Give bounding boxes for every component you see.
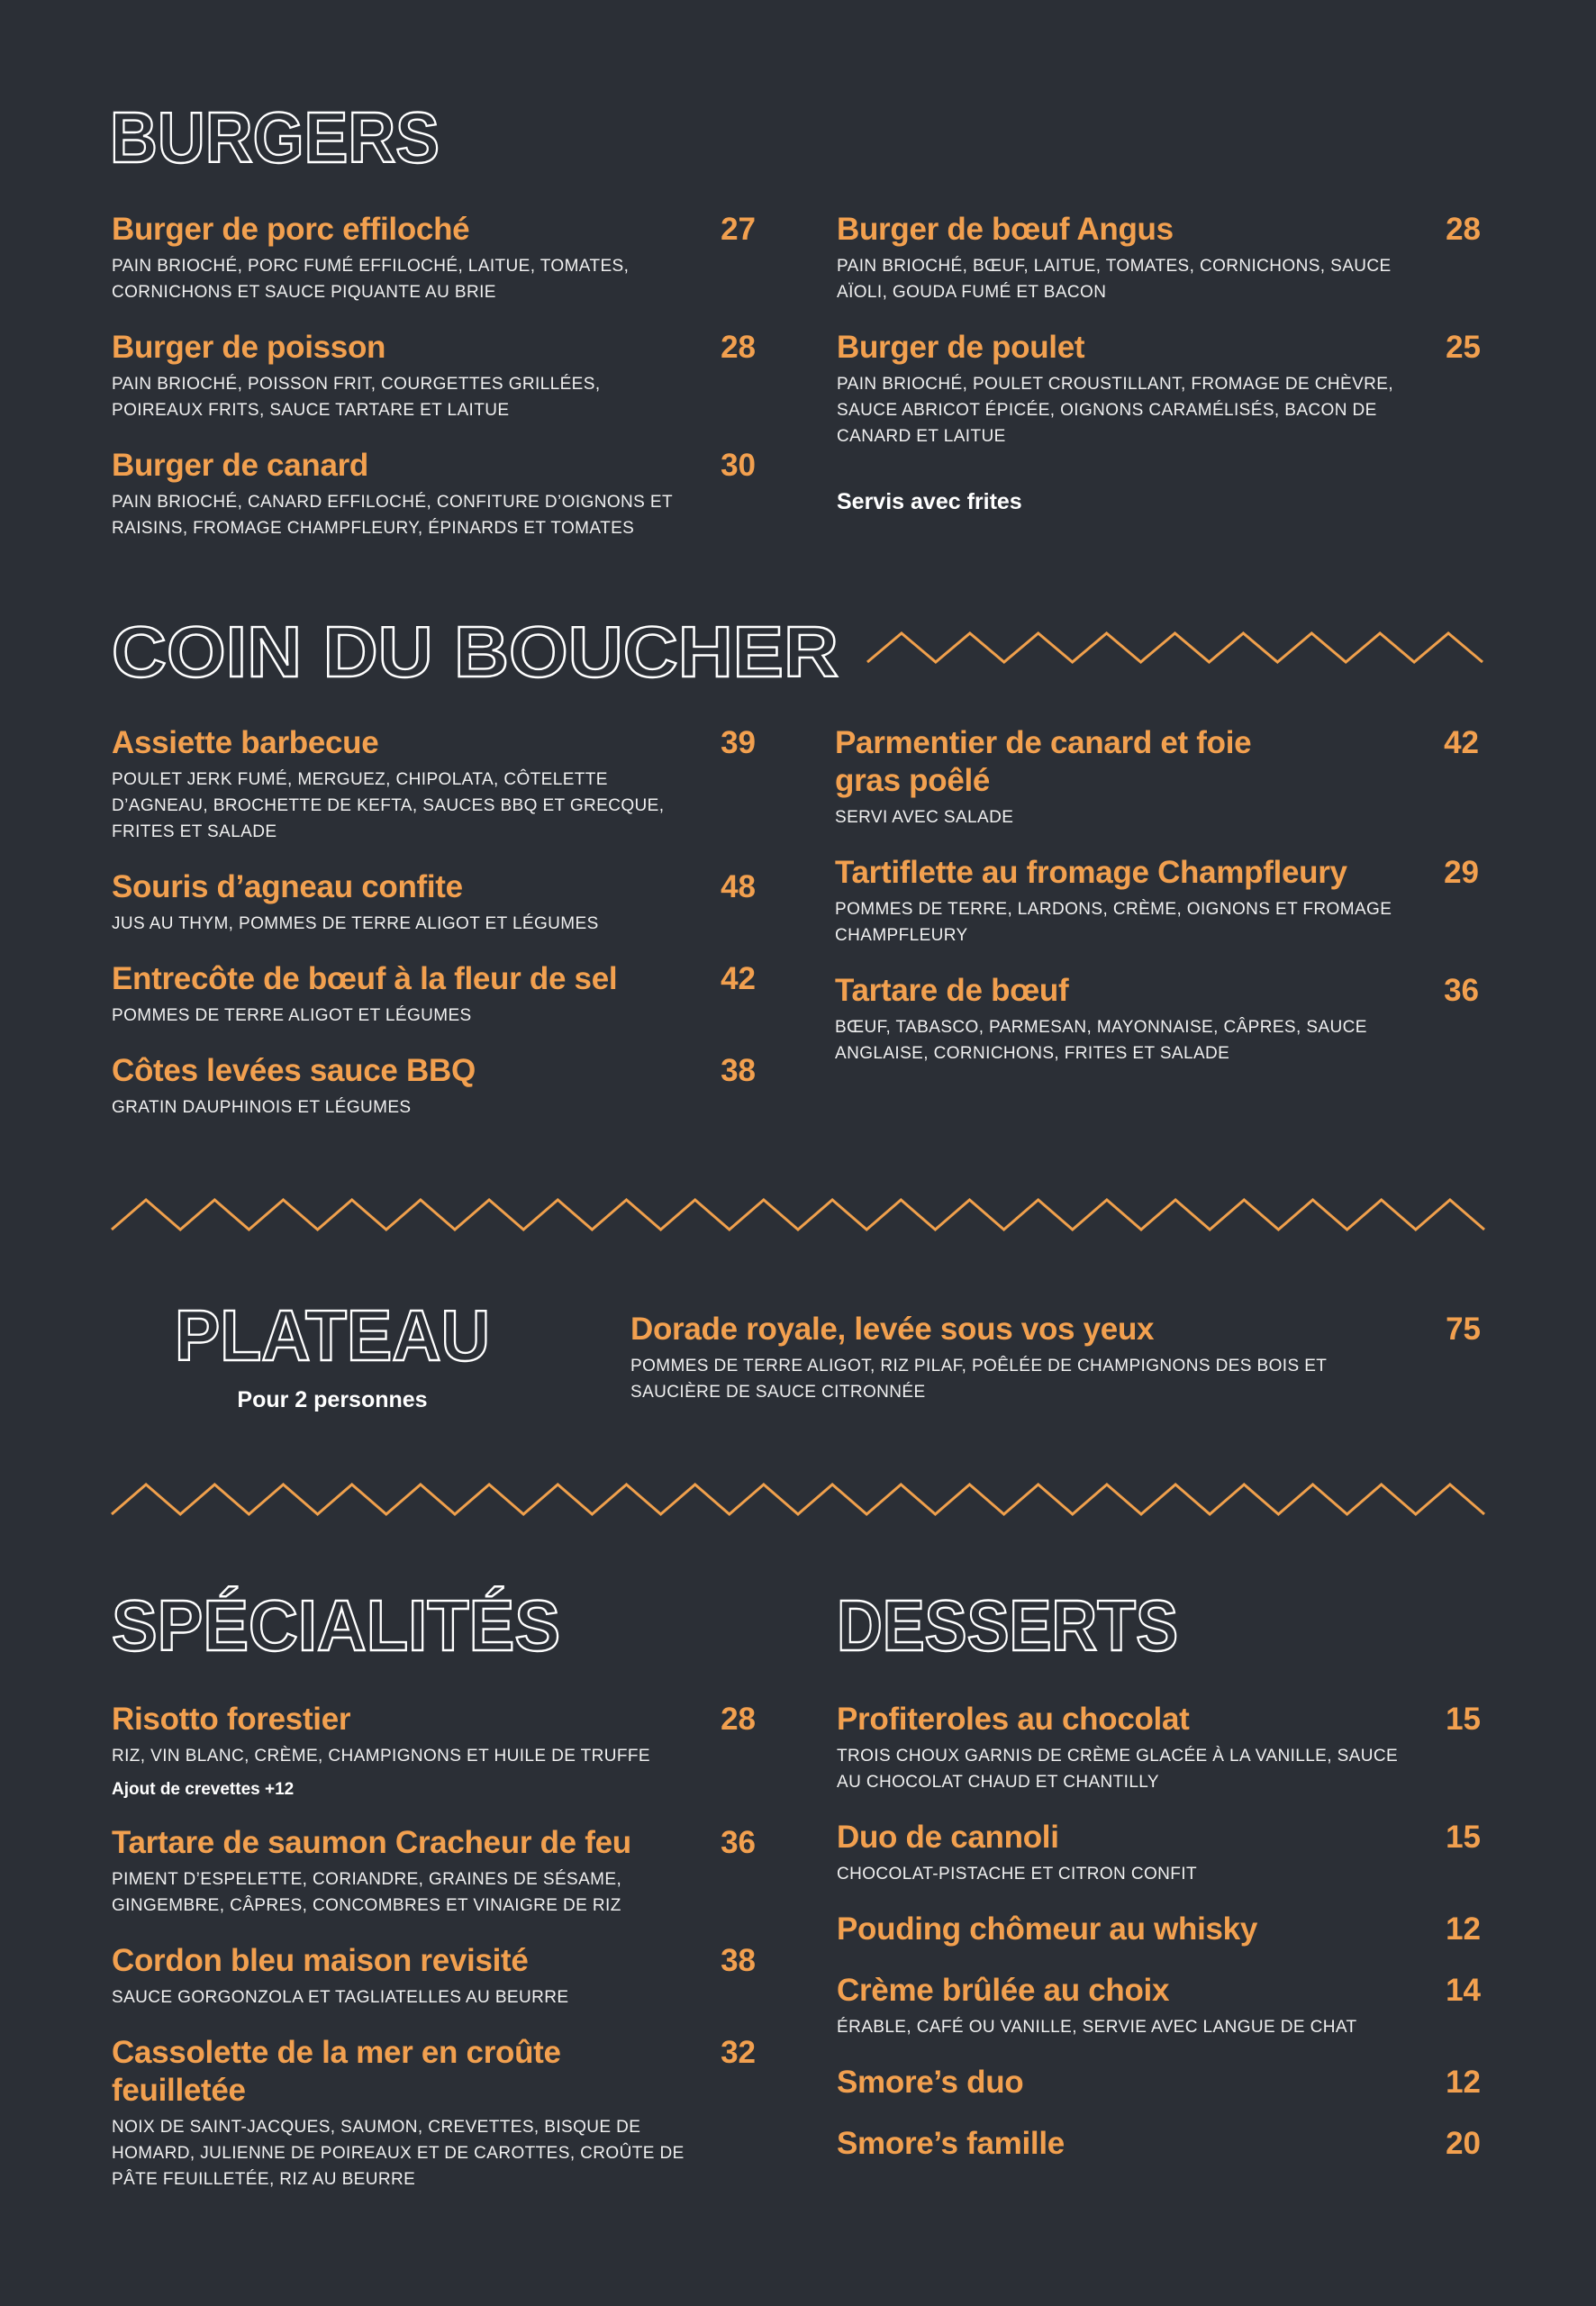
item-description-line: PÂTE FEUILLETÉE, RIZ AU BEURRE (112, 2170, 416, 2189)
menu-item (112, 447, 756, 541)
item-name-line: Cordon bleu maison revisité (112, 1943, 529, 1978)
item-description-line: FRITES ET SALADE (112, 822, 277, 841)
item-description (112, 1743, 675, 1769)
item-name-line: Entrecôte de bœuf à la fleur de sel (112, 961, 618, 996)
item-description-line: POMMES DE TERRE ALIGOT ET LÉGUMES (112, 1006, 472, 1025)
menu-item (112, 1942, 756, 2011)
item-name-line: Parmentier de canard et foie (835, 725, 1252, 760)
plateau-subtitle: Pour 2 personnes (237, 1387, 428, 1412)
item-price: 36 (1444, 973, 1479, 1008)
item-description-line: POMMES DE TERRE, LARDONS, CRÈME, OIGNONS ET FROMAGE (835, 900, 1392, 919)
menu-item (835, 724, 1479, 831)
item-name-line: Burger de bœuf Angus (837, 212, 1174, 247)
item-name (112, 2034, 675, 2110)
item-description-line: RAISINS, FROMAGE CHAMPFLEURY, ÉPINARDS ET TOMATES (112, 519, 635, 538)
item-description (112, 767, 675, 845)
specialites-column (112, 1701, 756, 2216)
menu-item (112, 211, 756, 305)
burgers-right-column (837, 211, 1481, 473)
item-name (112, 1824, 675, 1862)
item-name-line: Tartare de saumon Cracheur de feu (112, 1825, 631, 1860)
item-description (837, 1743, 1400, 1795)
item-price: 32 (721, 2035, 756, 2070)
item-name-line: Souris d’agneau confite (112, 869, 463, 904)
item-description-line: ÉRABLE, CAFÉ OU VANILLE, SERVIE AVEC LANGUE DE CHAT (837, 2018, 1357, 2037)
item-price: 36 (721, 1825, 756, 1860)
item-description-line: PAIN BRIOCHÉ, POULET CROUSTILLANT, FROMAGE DE CHÈVRE, (837, 375, 1394, 394)
item-name-line: Burger de poulet (837, 330, 1085, 365)
zigzag-line (112, 1484, 1484, 1514)
menu-item (112, 960, 756, 1029)
item-description (112, 1866, 675, 1919)
item-description (835, 1014, 1398, 1067)
item-description (112, 1094, 675, 1121)
item-description (112, 489, 675, 541)
item-name (630, 1311, 1400, 1348)
menu-item (112, 2034, 756, 2193)
menu-item (112, 868, 756, 937)
burgers-note-wrap (837, 484, 1481, 520)
item-price: 15 (1446, 1702, 1481, 1737)
item-description-line: D’AGNEAU, BROCHETTE DE KEFTA, SAUCES BBQ ET GRECQUE, (112, 796, 665, 815)
item-description-line: CANARD ET LAITUE (837, 427, 1006, 446)
menu-item (837, 329, 1481, 449)
item-name-line: gras poêlé (835, 763, 991, 798)
item-name (835, 972, 1398, 1010)
menu-item (837, 2125, 1481, 2163)
menu-item (112, 1052, 756, 1121)
item-name (835, 854, 1398, 892)
item-price: 12 (1446, 2065, 1481, 2100)
item-name-line: Duo de cannoli (837, 1820, 1059, 1855)
item-description-line: SAUCIÈRE DE SAUCE CITRONNÉE (630, 1383, 926, 1402)
item-price: 28 (721, 1702, 756, 1737)
item-description (112, 2114, 685, 2193)
menu-item (112, 1824, 756, 1919)
menu-item (112, 1701, 756, 1801)
item-name (112, 960, 675, 998)
menu-item (837, 2064, 1481, 2102)
item-description-line: ANGLAISE, CORNICHONS, FRITES ET SALADE (835, 1044, 1230, 1063)
item-description-line: SAUCE ABRICOT ÉPICÉE, OIGNONS CARAMÉLISÉS, BACON DE (837, 401, 1377, 420)
menu-item (837, 1972, 1481, 2040)
item-description-line: PAIN BRIOCHÉ, BŒUF, LAITUE, TOMATES, CORNICHONS, SAUCE (837, 257, 1392, 276)
item-price: 42 (721, 961, 756, 996)
item-description-line: PAIN BRIOCHÉ, POISSON FRIT, COURGETTES GRILLÉES, (112, 375, 601, 394)
item-description-line: POULET JERK FUMÉ, MERGUEZ, CHIPOLATA, CÔTELETTE (112, 770, 608, 789)
item-description-line: PAIN BRIOCHÉ, PORC FUMÉ EFFILOCHÉ, LAITUE, TOMATES, (112, 257, 630, 276)
item-price: 39 (721, 725, 756, 760)
item-description-line: GRATIN DAUPHINOIS ET LÉGUMES (112, 1098, 412, 1117)
item-description-line: HOMARD, JULIENNE DE POIREAUX ET DE CAROTTES, CROÛTE DE (112, 2144, 685, 2163)
item-description-line: PAIN BRIOCHÉ, CANARD EFFILOCHÉ, CONFITURE D’OIGNONS ET (112, 493, 673, 512)
item-name (837, 329, 1400, 367)
item-name-line: Pouding chômeur au whisky (837, 1911, 1258, 1947)
item-description-line: AÏOLI, GOUDA FUMÉ ET BACON (837, 283, 1107, 302)
item-description-line: SAUCE GORGONZOLA ET TAGLIATELLES AU BEURRE (112, 1988, 569, 2007)
boucher-heading: COIN DU BOUCHER (112, 612, 839, 692)
item-note: Ajout de crevettes +12 (112, 1780, 295, 1799)
item-name-line: Tartare de bœuf (835, 973, 1069, 1008)
menu-item (837, 1701, 1481, 1795)
item-description (112, 911, 675, 937)
item-description-line: PIMENT D’ESPELETTE, CORIANDRE, GRAINES DE SÉSAME, (112, 1870, 622, 1889)
item-price: 25 (1446, 330, 1481, 365)
item-name-line: Dorade royale, levée sous vos yeux (630, 1312, 1155, 1347)
item-description (112, 253, 675, 305)
item-description-line: JUS AU THYM, POMMES DE TERRE ALIGOT ET LÉGUMES (112, 914, 599, 933)
item-name (837, 1972, 1400, 2010)
item-name-line: Profiteroles au chocolat (837, 1702, 1190, 1737)
item-description (837, 253, 1400, 305)
item-name-line: Smore’s duo (837, 2065, 1024, 2100)
item-price: 15 (1446, 1820, 1481, 1855)
item-description (630, 1353, 1400, 1405)
item-name-line: feuilletée (112, 2073, 246, 2108)
item-name-line: Assiette barbecue (112, 725, 379, 760)
menu-item (630, 1311, 1481, 1405)
item-description-line: CHOCOLAT-PISTACHE ET CITRON CONFIT (837, 1865, 1197, 1884)
burgers-left-column (112, 211, 756, 565)
item-description-line: CHAMPFLEURY (835, 926, 968, 945)
item-description-line: NOIX DE SAINT-JACQUES, SAUMON, CREVETTES, BISQUE DE (112, 2118, 641, 2137)
zigzag-line (112, 1200, 1484, 1230)
zigzag-line (867, 633, 1483, 662)
menu-item (112, 724, 756, 845)
item-description (112, 1984, 675, 2011)
item-description (835, 804, 1398, 831)
item-price: 28 (721, 330, 756, 365)
item-name-line: Burger de poisson (112, 330, 386, 365)
item-name (837, 1911, 1400, 1948)
item-description-line: RIZ, VIN BLANC, CRÈME, CHAMPIGNONS ET HUILE DE TRUFFE (112, 1747, 650, 1766)
item-name (112, 1701, 675, 1739)
item-price: 38 (721, 1943, 756, 1978)
item-price: 28 (1446, 212, 1481, 247)
item-description-line: GINGEMBRE, CÂPRES, CONCOMBRES ET VINAIGRE DE RIZ (112, 1896, 621, 1915)
menu-item (837, 1911, 1481, 1948)
plateau-heading: PLATEAU (175, 1295, 490, 1375)
item-name-line: Côtes levées sauce BBQ (112, 1053, 476, 1088)
item-description-line: POMMES DE TERRE ALIGOT, RIZ PILAF, POÊLÉE DE CHAMPIGNONS DES BOIS ET (630, 1357, 1328, 1375)
item-name (112, 447, 675, 485)
item-name-line: Burger de canard (112, 448, 369, 483)
item-name (837, 2064, 1400, 2102)
item-description (112, 1003, 675, 1029)
item-description-line: AU CHOCOLAT CHAUD ET CHANTILLY (837, 1773, 1159, 1792)
item-price: 29 (1444, 855, 1479, 890)
item-name-line: Burger de porc effiloché (112, 212, 470, 247)
item-description (837, 371, 1400, 449)
item-price: 27 (721, 212, 756, 247)
item-description-line: CORNICHONS ET SAUCE PIQUANTE AU BRIE (112, 283, 496, 302)
item-name-line: Crème brûlée au choix (837, 1973, 1170, 2008)
menu-item (112, 329, 756, 423)
item-price: 38 (721, 1053, 756, 1088)
item-description-line: TROIS CHOUX GARNIS DE CRÈME GLACÉE À LA VANILLE, SAUCE (837, 1747, 1399, 1766)
item-name-line: Smore’s famille (837, 2126, 1065, 2161)
desserts-heading: DESSERTS (837, 1585, 1178, 1666)
menu-item (837, 1819, 1481, 1887)
item-name (837, 1819, 1400, 1857)
desserts-column (837, 1701, 1481, 2186)
item-description (835, 896, 1398, 949)
plateau-column (630, 1311, 1481, 1429)
item-name (837, 2125, 1400, 2163)
item-name-line: Tartiflette au fromage Champfleury (835, 855, 1347, 890)
item-description-line: SERVI AVEC SALADE (835, 808, 1014, 827)
item-price: 30 (721, 448, 756, 483)
menu-item (835, 854, 1479, 949)
menu-item (837, 211, 1481, 305)
item-description-line: BŒUF, TABASCO, PARMESAN, MAYONNAISE, CÂPRES, SAUCE (835, 1018, 1367, 1037)
item-name (835, 724, 1398, 800)
item-description-line: POIREAUX FRITS, SAUCE TARTARE ET LAITUE (112, 401, 510, 420)
boucher-right-column (835, 724, 1479, 1090)
item-description (112, 371, 675, 423)
item-name (112, 868, 675, 906)
item-name-line: Cassolette de la mer en croûte (112, 2035, 561, 2070)
item-name (112, 1942, 675, 1980)
item-name (837, 211, 1400, 249)
menu-item (835, 972, 1479, 1067)
item-name (112, 1052, 675, 1090)
item-price: 14 (1446, 1973, 1481, 2008)
item-name (112, 211, 675, 249)
item-price: 20 (1446, 2126, 1481, 2161)
item-name (837, 1701, 1400, 1739)
specialites-heading: SPÉCIALITÉS (112, 1585, 560, 1666)
item-description (837, 1861, 1400, 1887)
item-description (837, 2014, 1400, 2040)
item-name-line: Risotto forestier (112, 1702, 351, 1737)
item-price: 42 (1444, 725, 1479, 760)
item-name (112, 724, 675, 762)
boucher-left-column (112, 724, 756, 1144)
item-name (112, 329, 675, 367)
item-price: 48 (721, 869, 756, 904)
burgers-served-with-fries-note: Servis avec frites (837, 489, 1022, 514)
item-price: 75 (1446, 1312, 1481, 1347)
burgers-heading: BURGERS (110, 97, 440, 177)
item-price: 12 (1446, 1911, 1481, 1947)
